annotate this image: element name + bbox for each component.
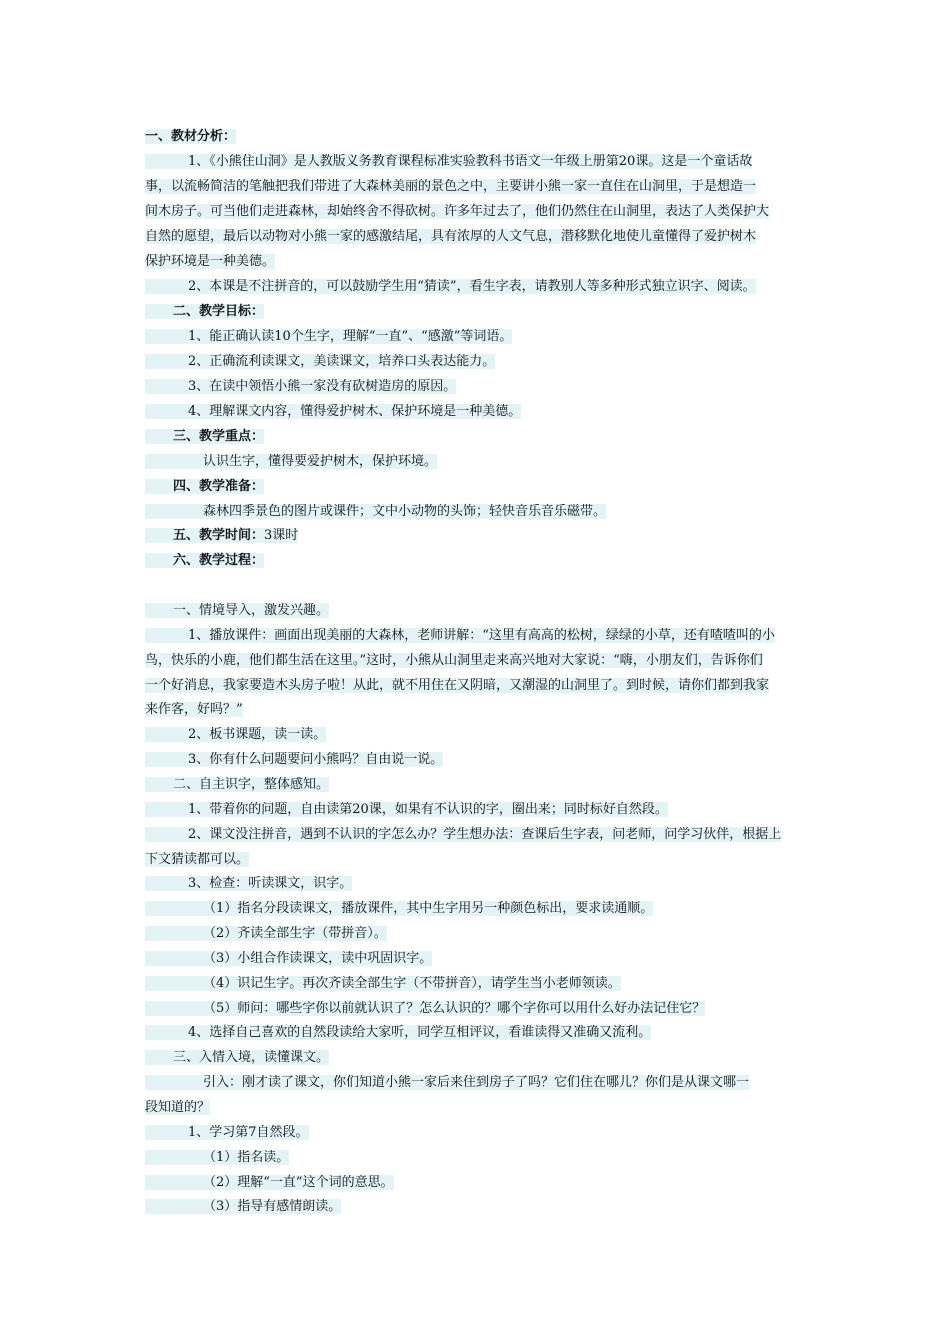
list-item: 4、选择自己喜欢的自然段读给大家听，同学互相评议，看谁读得又准确又流利。 [145, 1021, 810, 1046]
sub-list-item: （3）指导有感情朗读。 [145, 1195, 810, 1220]
sub-list-item: （2）理解“一直”这个词的意思。 [145, 1171, 810, 1196]
paragraph-line: 认识生字，懂得要爱护树木，保护环境。 [145, 450, 810, 475]
teaching-time-value: 3课时 [264, 528, 299, 543]
heading-teaching-time: 五、教学时间： [173, 528, 265, 543]
paragraph-line: 来作客，好吗？” [145, 702, 243, 717]
list-item: 3、在读中领悟小熊一家没有砍树造房的原因。 [145, 375, 810, 400]
paragraph-line: 段知道的？ [145, 1100, 211, 1115]
paragraph-line: 事，以流畅简洁的笔触把我们带进了大森林美丽的景色之中，主要讲小熊一家一直住在山洞里，于是想造一 [145, 179, 757, 194]
paragraph-line: 保护环境是一种美德。 [145, 254, 276, 269]
paragraph-line: 一个好消息，我家要造木头房子啦！从此，就不用住在又阴暗，又潮湿的山洞里了。到时候，请你们都到我家 [145, 678, 770, 693]
heading-teaching-process: 六、教学过程： [145, 549, 810, 574]
list-item: 4、理解课文内容，懂得爱护树木、保护环境是一种美德。 [145, 400, 810, 425]
teaching-time-line [145, 524, 810, 549]
paragraph-line: 鸟，快乐的小鹿，他们都生活在这里。”这时，小熊从山洞里走来高兴地对大家说：“嗨，小朋友们，告诉你们 [145, 653, 763, 668]
list-item: 3、你有什么问题要问小熊吗？自由说一说。 [145, 748, 810, 773]
sub-list-item: （2）齐读全部生字（带拼音）。 [145, 922, 810, 947]
paragraph-line: 间木房子。可当他们走进森林，却始终舍不得砍树。许多年过去了，他们仍然住在山洞里，表达了人类保护大 [145, 204, 770, 219]
paragraph-line: 1、《小熊住山洞》是人教版义务教育课程标准实验教科书语文一年级上册第20课。这是一个童话故 [145, 150, 810, 175]
paragraph-line: 1、播放课件：画面出现美丽的大森林，老师讲解：“这里有高高的松树，绿绿的小草，还有喳喳叫的小 [145, 624, 810, 649]
sub-list-item: （4）识记生字。再次齐读全部生字（不带拼音），请学生当小老师领读。 [145, 972, 810, 997]
sub-list-item: （1）指名读。 [145, 1146, 810, 1171]
paragraph-line: 2、课文没注拼音，遇到不认识的字怎么办？学生想办法：查课后生字表，问老师，问学习伙伴，根据上 [145, 823, 810, 848]
heading-key-points: 三、教学重点： [145, 425, 810, 450]
heading-preparation: 四、教学准备： [145, 475, 810, 500]
list-item: 1、带着你的问题，自由读第20课，如果有不认识的字，圈出来；同时标好自然段。 [145, 798, 810, 823]
paragraph-line: 引入：刚才读了课文，你们知道小熊一家后来住到房子了吗？它们住在哪儿？你们是从课文哪一 [145, 1071, 810, 1096]
list-item: 3、检查：听读课文，识字。 [145, 872, 810, 897]
section-heading: 二、自主识字，整体感知。 [145, 773, 810, 798]
section-heading: 一、情境导入，激发兴趣。 [145, 599, 810, 624]
list-item: 2、板书课题，读一读。 [145, 723, 810, 748]
list-item: 2、正确流利读课文，美读课文，培养口头表达能力。 [145, 350, 810, 375]
list-item: 1、学习第7自然段。 [145, 1121, 810, 1146]
paragraph-line: 2、本课是不注拼音的，可以鼓励学生用“猜读”，看生字表，请教别人等多种形式独立识字、阅读。 [145, 275, 810, 300]
paragraph-line: 森林四季景色的图片或课件；文中小动物的头饰；轻快音乐音乐磁带。 [145, 500, 810, 525]
sub-list-item: （3）小组合作读课文，读中巩固识字。 [145, 947, 810, 972]
section-heading: 三、入情入境，读懂课文。 [145, 1046, 810, 1071]
paragraph-line: 下文猜读都可以。 [145, 852, 250, 867]
paragraph-line: 自然的愿望，最后以动物对小熊一家的感激结尾，具有浓厚的人文气息，潜移默化地使儿童懂得了爱护树木 [145, 229, 757, 244]
sub-list-item: （5）师问：哪些字你以前就认识了？怎么认识的？哪个字你可以用什么好办法记住它？ [145, 997, 810, 1022]
heading-textbook-analysis: 一、教材分析： [145, 129, 237, 144]
sub-list-item: （1）指名分段读课文，播放课件，其中生字用另一种颜色标出，要求读通顺。 [145, 897, 810, 922]
heading-teaching-goals: 二、教学目标： [145, 300, 810, 325]
list-item: 1、能正确认读10个生字，理解“一直”、“感激”等词语。 [145, 325, 810, 350]
